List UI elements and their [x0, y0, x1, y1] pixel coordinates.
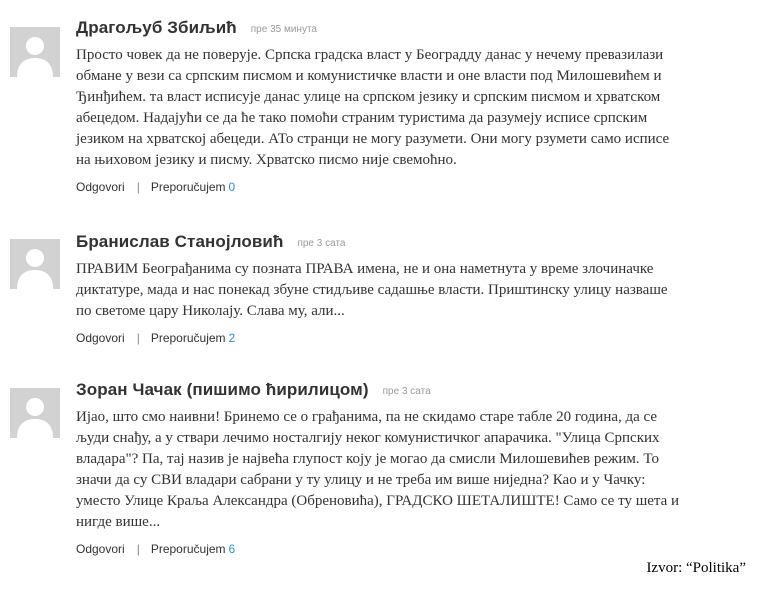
avatar	[10, 239, 60, 289]
reply-button[interactable]: Odgovori	[76, 180, 125, 194]
comment-header	[76, 18, 686, 40]
user-silhouette-icon	[10, 239, 60, 289]
comment-author[interactable]: Драгољуб Збиљић	[76, 18, 237, 37]
action-separator: |	[136, 542, 140, 556]
avatar	[10, 27, 60, 77]
reply-button[interactable]: Odgovori	[76, 331, 125, 345]
comment-text: Просто човек да не поверује. Српска градска власт у Београдду данас у нечему превазилази обмане у вези са српским писмом и комунистичке власти и оне власти под Милошевићем и Ђинђићем. та власт исписује данас улице на српском језику и српским писмом и хрватском абецедом. Надајући се да ће тако помоћи страним туристима да разумеју исписе српским језиком на хрватској абецеди. АТо странци не могу разумети. Они могу рзумети само исписе на њиховом језику и писму. Хрватско писмо није свемоћно.	[76, 47, 670, 168]
comment-header	[76, 380, 686, 402]
reply-button[interactable]: Odgovori	[76, 542, 125, 556]
action-separator: |	[136, 331, 140, 345]
avatar	[10, 388, 60, 438]
recommend-count: 6	[228, 542, 236, 556]
comment-actions	[76, 331, 686, 345]
comment-timestamp: пре 35 минута	[250, 24, 317, 35]
comment-author[interactable]: Бранислав Станојловић	[76, 232, 284, 251]
recommend-button[interactable]: Preporučujem	[150, 542, 226, 556]
recommend-button[interactable]: Preporučujem	[150, 331, 226, 345]
user-silhouette-icon	[10, 388, 60, 438]
comment-timestamp: пре 3 сата	[382, 386, 431, 397]
comment-author[interactable]: Зоран Чачак (пишимо ћирилицом)	[76, 380, 369, 399]
comment-timestamp: пре 3 сата	[297, 238, 346, 249]
source-caption: Izvor: “Politika”	[646, 560, 746, 576]
action-separator: |	[136, 180, 140, 194]
comment-actions	[76, 542, 686, 556]
recommend-button[interactable]: Preporučujem	[150, 180, 226, 194]
recommend-count: 2	[228, 331, 236, 345]
recommend-count: 0	[228, 180, 236, 194]
user-silhouette-icon	[10, 27, 60, 77]
comment-actions	[76, 180, 686, 194]
comment-text: ПРАВИМ Београђанима су позната ПРАВА имена, не и она наметнута у време злочиначке диктатуре, мада и нас понекад збуне стидљиве садашње власти. Приштинску улицу назваше по светоме цару Николају. Слава му, али...	[76, 261, 668, 319]
comment-header	[76, 232, 686, 254]
comment-text: Ијао, што смо наивни! Бринемо се о грађанима, па не скидамо старе табле 20 година, да се људи снађу, а у ствари лечимо носталгију неког комунистичког апарачика. "Улица Српских владара"? Па, тај назив је највећа глупост коју је могао да смисли Милошевићев режим. То значи да су СВИ владари сабрани у ту улицу и не треба им више ниједна? Као и у Чачку: уместо Улице Краља Александра (Обреновића), ГРАДСКО ШЕТАЛИШТЕ! Само се ту шета и нигде више...	[76, 409, 680, 530]
